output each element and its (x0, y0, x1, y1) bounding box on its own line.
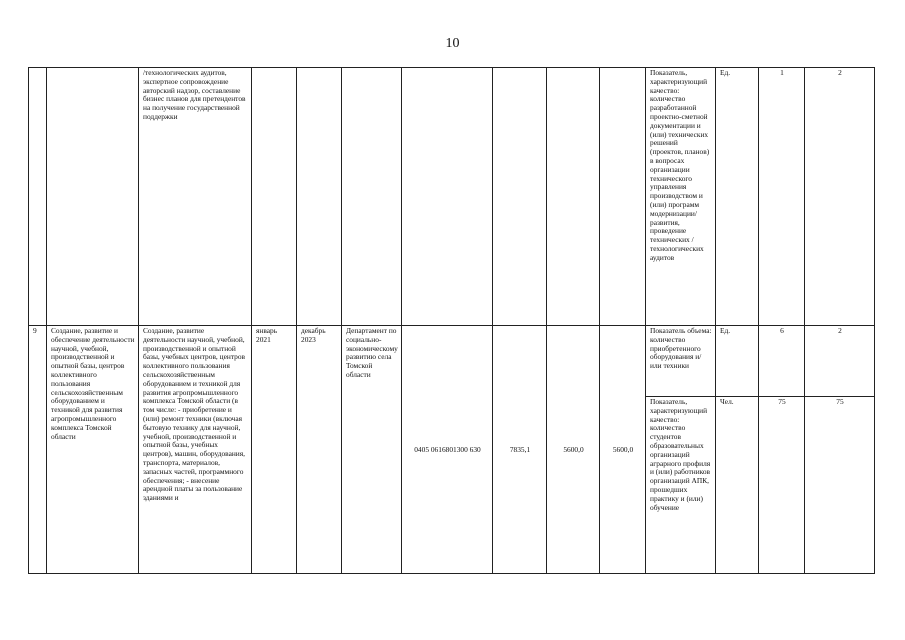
table-row (29, 326, 875, 397)
row-number-cell: 9 (29, 326, 47, 574)
activity-description-cell: /технологических аудитов, экспертное сопровождение авторский надзор, составление бизнес планов для претендентов на получение государственной поддержки (139, 68, 252, 326)
end-date-cell (297, 68, 342, 326)
start-date-cell (252, 68, 297, 326)
indicator-unit-cell: Чел. (716, 397, 759, 574)
budget-code-cell: 0405 0616801300 630 (402, 326, 493, 574)
amount-cell: 7835,1 (493, 326, 547, 574)
program-activities-table (28, 67, 875, 574)
indicator-text-cell: Показатель, характеризующий качество: количество разработанной проектно-сметной документации и (или) технических решений (проектов, планов) в вопросах организации технического управления производством и (или) программ модернизации/развития, проведение технических /технологических аудитов (646, 68, 716, 326)
end-date-cell: декабрь 2023 (297, 326, 342, 574)
indicator-value-cell: 2 (805, 326, 875, 397)
amount-cell: 5600,0 (547, 326, 600, 574)
amount-cell (493, 68, 547, 326)
start-date-cell: январь 2021 (252, 326, 297, 574)
executor-cell: Департамент по социально-экономическому развитию села Томской области (342, 326, 402, 574)
indicator-unit-cell: Ед. (716, 68, 759, 326)
table-row (29, 68, 875, 326)
indicator-value-cell: 75 (759, 397, 805, 574)
activity-name-cell (47, 68, 139, 326)
indicator-value-cell: 6 (759, 326, 805, 397)
amount-cell (600, 68, 646, 326)
activity-name-cell: Создание, развитие и обеспечение деятельности научной, учебной, производственной и опытной базы, центров коллективного пользования сельскохозяйственным оборудованием и техникой для развития агропромышленного комплекса Томской области (47, 326, 139, 574)
amount-cell: 5600,0 (600, 326, 646, 574)
indicator-text-cell: Показатель, характеризующий качество: количество студентов образовательных организаций аграрного профиля и (или) работников организаций АПК, прошедших практику и (или) обучение (646, 397, 716, 574)
activity-description-cell: Создание, развитие деятельности научной, учебной, производственной и опытной базы, учебных центров, центров коллективного пользования сельскохозяйственным оборудованием и техникой для развития агропромышленного комплекса Томской области (в том числе: - приобретение и (или) ремонт техники (включая бытовую технику для научной, учебной, производственной и опытной базы, учебных центров), машин, оборудования, транспорта, материалов, запасных частей, программного обеспечения; - внесение арендной платы за пользование зданиями и (139, 326, 252, 574)
indicator-value-cell: 75 (805, 397, 875, 574)
amount-cell (547, 68, 600, 326)
indicator-unit-cell: Ед. (716, 326, 759, 397)
executor-cell (342, 68, 402, 326)
indicator-value-cell: 2 (805, 68, 875, 326)
row-number-cell (29, 68, 47, 326)
indicator-value-cell: 1 (759, 68, 805, 326)
indicator-text-cell: Показатель объема: количество приобретенного оборудования и/или техники (646, 326, 716, 397)
page-number: 10 (445, 36, 460, 51)
budget-code-cell (402, 68, 493, 326)
